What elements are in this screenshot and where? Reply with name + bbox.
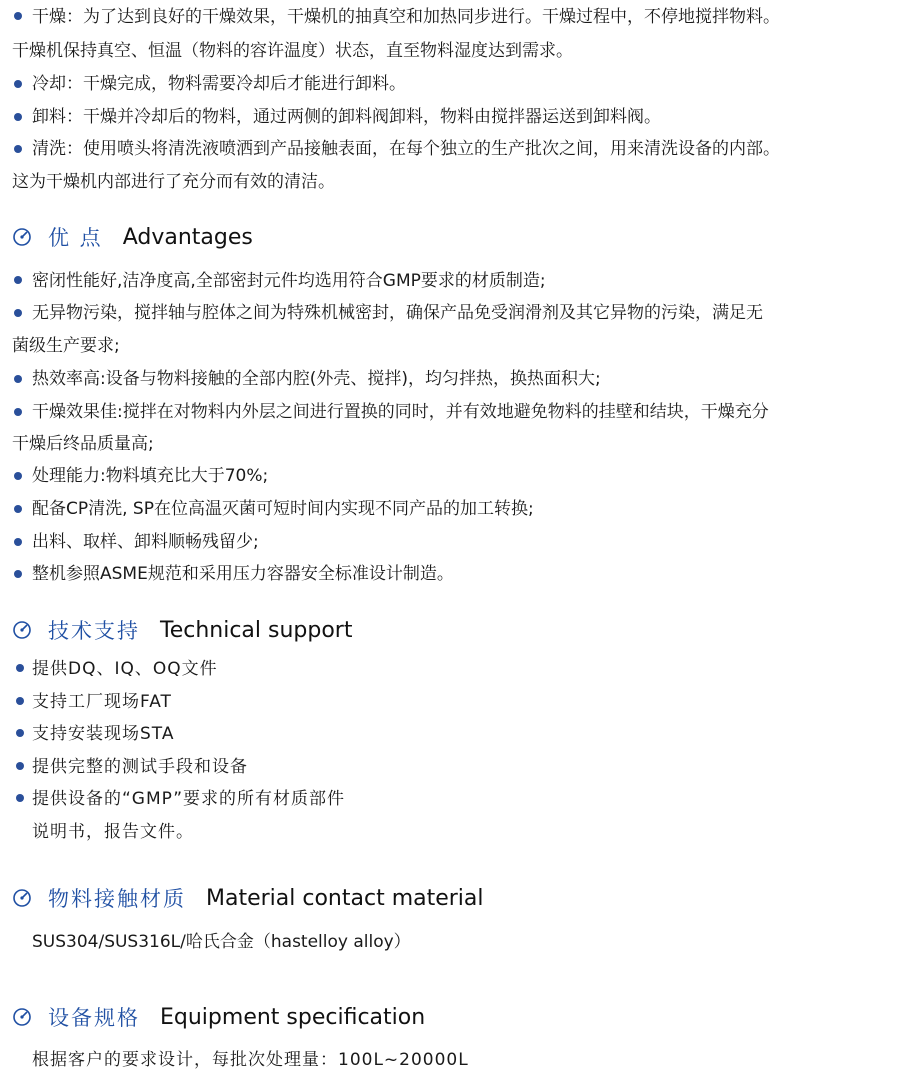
bullet-dot-icon bbox=[16, 794, 24, 802]
bullet-dot-icon bbox=[14, 472, 22, 480]
process-cleaning-line-1: 清洗：使用喷头将清洗液喷洒到产品接触表面，在每个独立的生产批次之间，用来清洗设备的内部。 bbox=[32, 139, 780, 159]
material-heading bbox=[12, 883, 484, 913]
advantage-item: 处理能力:物料填充比大于70%; bbox=[32, 466, 269, 486]
spec-text: 根据客户的要求设计，每批次处理量：100L~20000L bbox=[32, 1050, 469, 1070]
advantage-item: 热效率高:设备与物料接触的全部内腔(外壳、搅拌)，均匀拌热，换热面积大; bbox=[32, 369, 601, 389]
bullet-dot-icon bbox=[16, 697, 24, 705]
bullet-dot-icon bbox=[16, 664, 24, 672]
bullet-dot-icon bbox=[14, 538, 22, 546]
bullet-dot-icon bbox=[14, 570, 22, 578]
advantage-item: 密闭性能好,洁净度高,全部密封元件均选用符合GMP要求的材质制造; bbox=[32, 271, 546, 291]
advantages-title-en: Advantages bbox=[122, 224, 253, 250]
advantages-title-cn: 优 点 bbox=[48, 226, 103, 250]
process-cleaning-line-2: 这为干燥机内部进行了充分而有效的清洁。 bbox=[12, 172, 335, 192]
advantage-item: 无异物污染，搅拌轴与腔体之间为特殊机械密封，确保产品免受润滑剂及其它异物的污染，满足无 bbox=[32, 303, 763, 323]
spec-heading bbox=[12, 1002, 425, 1032]
support-title-cn: 技术支持 bbox=[48, 619, 140, 643]
support-item-continued: 说明书，报告文件。 bbox=[32, 822, 194, 842]
advantage-item: 配备CP清洗, SP在位高温灭菌可短时间内实现不同产品的加工转换; bbox=[32, 499, 534, 519]
process-cooling: 冷却：干燥完成，物料需要冷却后才能进行卸料。 bbox=[32, 74, 406, 94]
compass-gauge-icon bbox=[12, 227, 32, 247]
support-title-en: Technical support bbox=[160, 617, 353, 643]
support-item: 提供DQ、IQ、OQ文件 bbox=[32, 659, 218, 679]
support-item: 支持工厂现场FAT bbox=[32, 692, 172, 712]
compass-gauge-icon bbox=[12, 888, 32, 908]
compass-gauge-icon bbox=[12, 1007, 32, 1027]
bullet-dot-icon bbox=[16, 762, 24, 770]
compass-gauge-icon bbox=[12, 620, 32, 640]
material-title-en: Material contact material bbox=[206, 885, 484, 911]
support-item: 支持安装现场STA bbox=[32, 724, 175, 744]
bullet-dot-icon bbox=[14, 505, 22, 513]
advantage-item-continued: 干燥后终品质量高; bbox=[12, 434, 154, 454]
material-text: SUS304/SUS316L/哈氏合金（hastelloy alloy） bbox=[32, 932, 411, 952]
process-drying-line-2: 干燥机保持真空、恒温（物料的容许温度）状态，直至物料湿度达到需求。 bbox=[12, 41, 573, 61]
bullet-dot-icon bbox=[14, 375, 22, 383]
process-discharge: 卸料：干燥并冷却后的物料，通过两侧的卸料阀卸料，物料由搅拌器运送到卸料阀。 bbox=[32, 107, 661, 127]
bullet-dot-icon bbox=[14, 276, 22, 284]
spec-title-en: Equipment specification bbox=[160, 1004, 426, 1030]
bullet-dot-icon bbox=[16, 729, 24, 737]
advantage-item: 整机参照ASME规范和采用压力容器安全标准设计制造。 bbox=[32, 564, 454, 584]
bullet-dot-icon bbox=[14, 113, 22, 121]
bullet-dot-icon bbox=[14, 408, 22, 416]
bullet-dot-icon bbox=[14, 309, 22, 317]
advantage-item-continued: 菌级生产要求; bbox=[12, 336, 120, 356]
spec-title-cn: 设备规格 bbox=[48, 1006, 140, 1030]
bullet-dot-icon bbox=[14, 80, 22, 88]
process-drying-line-1: 干燥：为了达到良好的干燥效果，干燥机的抽真空和加热同步进行。干燥过程中，不停地搅拌物料。 bbox=[32, 7, 780, 27]
advantages-heading bbox=[12, 222, 253, 252]
support-heading bbox=[12, 615, 352, 645]
advantage-item: 干燥效果佳:搅拌在对物料内外层之间进行置换的同时，并有效地避免物料的挂壁和结块，干燥充分 bbox=[32, 402, 769, 422]
bullet-dot-icon bbox=[14, 12, 22, 20]
advantage-item: 出料、取样、卸料顺畅残留少; bbox=[32, 532, 259, 552]
support-item: 提供设备的“GMP”要求的所有材质部件 bbox=[32, 789, 346, 809]
bullet-dot-icon bbox=[14, 145, 22, 153]
material-title-cn: 物料接触材质 bbox=[48, 887, 186, 911]
support-item: 提供完整的测试手段和设备 bbox=[32, 757, 248, 777]
